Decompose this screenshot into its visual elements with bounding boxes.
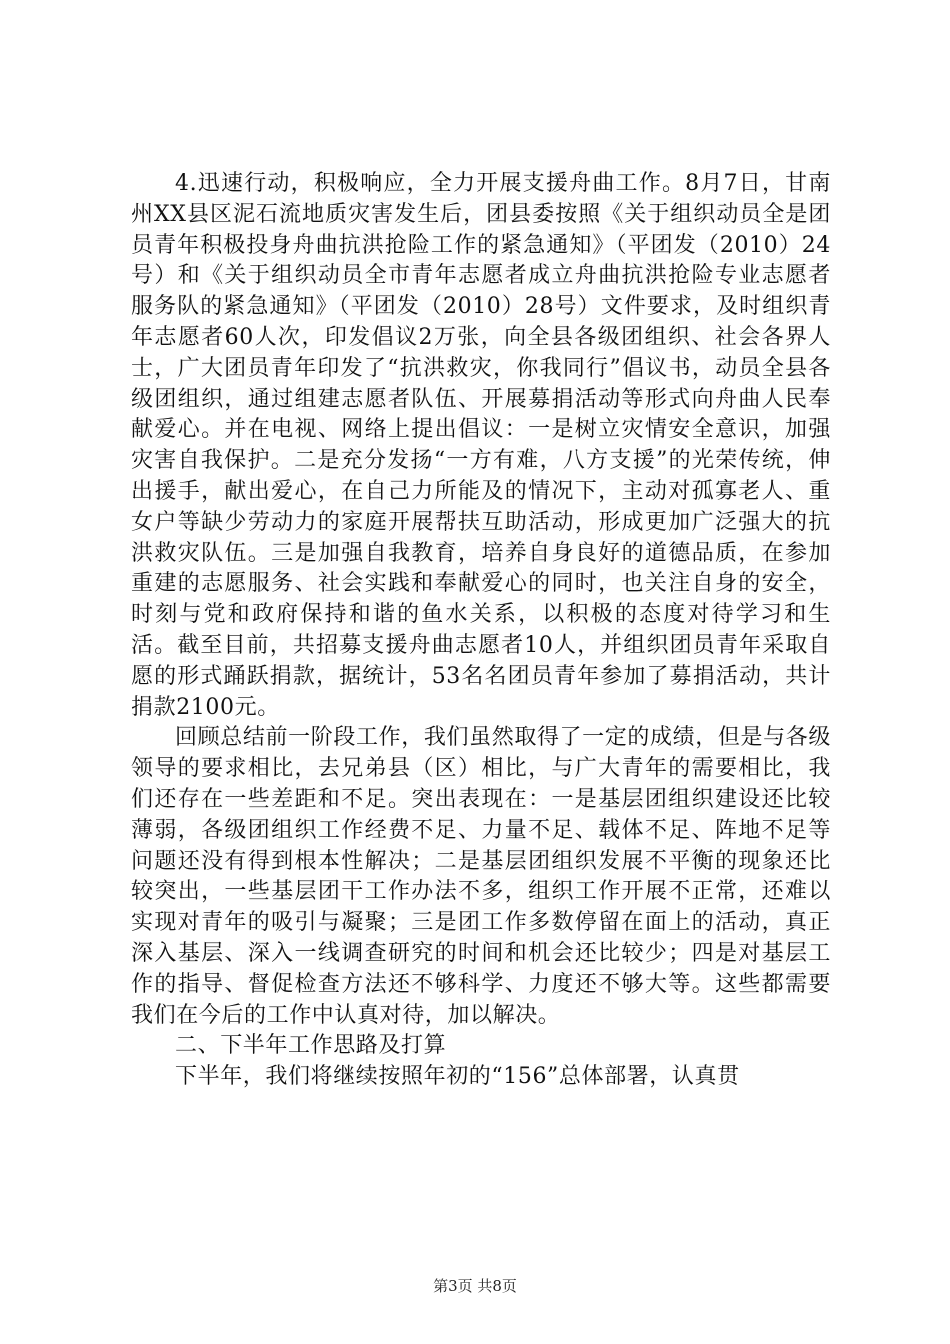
paragraph-relief-work: 4.迅速行动，积极响应，全力开展支援舟曲工作。8月7日，甘南州XX县区泥石流地质灾害发生后，团县委按照《关于组织动员全是团员青年积极投身舟曲抗洪抢险工作的紧急通知》（平团发（2010）24号）和《关于组织动员全市青年志愿者成立舟曲抗洪抢险专业志愿者服务队的紧急通知》（平团发（2010）28号）文件要求，及时组织青年志愿者60人次，印发倡议2万张，向全县各级团组织、社会各界人士，广大团员青年印发了“抗洪救灾，你我同行”倡议书，动员全县各级团组织，通过组建志愿者队伍、开展募捐活动等形式向舟曲人民奉献爱心。并在电视、网络上提出倡议：一是树立灾情安全意识，加强灾害自我保护。二是充分发扬“一方有难，八方支援”的光荣传统，伸出援手，献出爱心，在自己力所能及的情况下，主动对孤寡老人、重女户等缺少劳动力的家庭开展帮扶互助活动，形成更加广泛强大的抗洪救灾队伍。三是加强自我教育，培养自身良好的道德品质，在参加重建的志愿服务、社会实践和奉献爱心的同时，也关注自身的安全，时刻与党和政府保持和谐的鱼水关系，以积极的态度对待学习和生活。截至目前，共招募支援舟曲志愿者10人，并组织团员青年采取自愿的形式踊跃捐款，据统计，53名名团员青年参加了募捐活动，共计捐款2100元。	[131, 171, 831, 720]
paragraph-review-summary: 回顾总结前一阶段工作，我们虽然取得了一定的成绩，但是与各级领导的要求相比，去兄弟县（区）相比，与广大青年的需要相比，我们还存在一些差距和不足。突出表现在：一是基层团组织建设还比较薄弱，各级团组织工作经费不足、力量不足、载体不足、阵地不足等问题还没有得到根本性解决；二是基层团组织发展不平衡的现象还比较突出，一些基层团干工作办法不多，组织工作开展不正常，还难以实现对青年的吸引与凝聚；三是团工作多数停留在面上的活动，真正深入基层、深入一线调查研究的时间和机会还比较少；四是对基层工作的指导、督促检查方法还不够科学、力度还不够大等。这些都需要我们在今后的工作中认真对待，加以解决。	[131, 725, 831, 1028]
section-heading-second-half-plan: 二、下半年工作思路及打算	[175, 1033, 447, 1059]
document-body	[131, 169, 831, 1093]
page-number-footer: 第3页 共8页	[433, 1277, 517, 1295]
paragraph-second-half-intro: 下半年，我们将继续按照年初的“156”总体部署，认真贯	[175, 1064, 740, 1090]
